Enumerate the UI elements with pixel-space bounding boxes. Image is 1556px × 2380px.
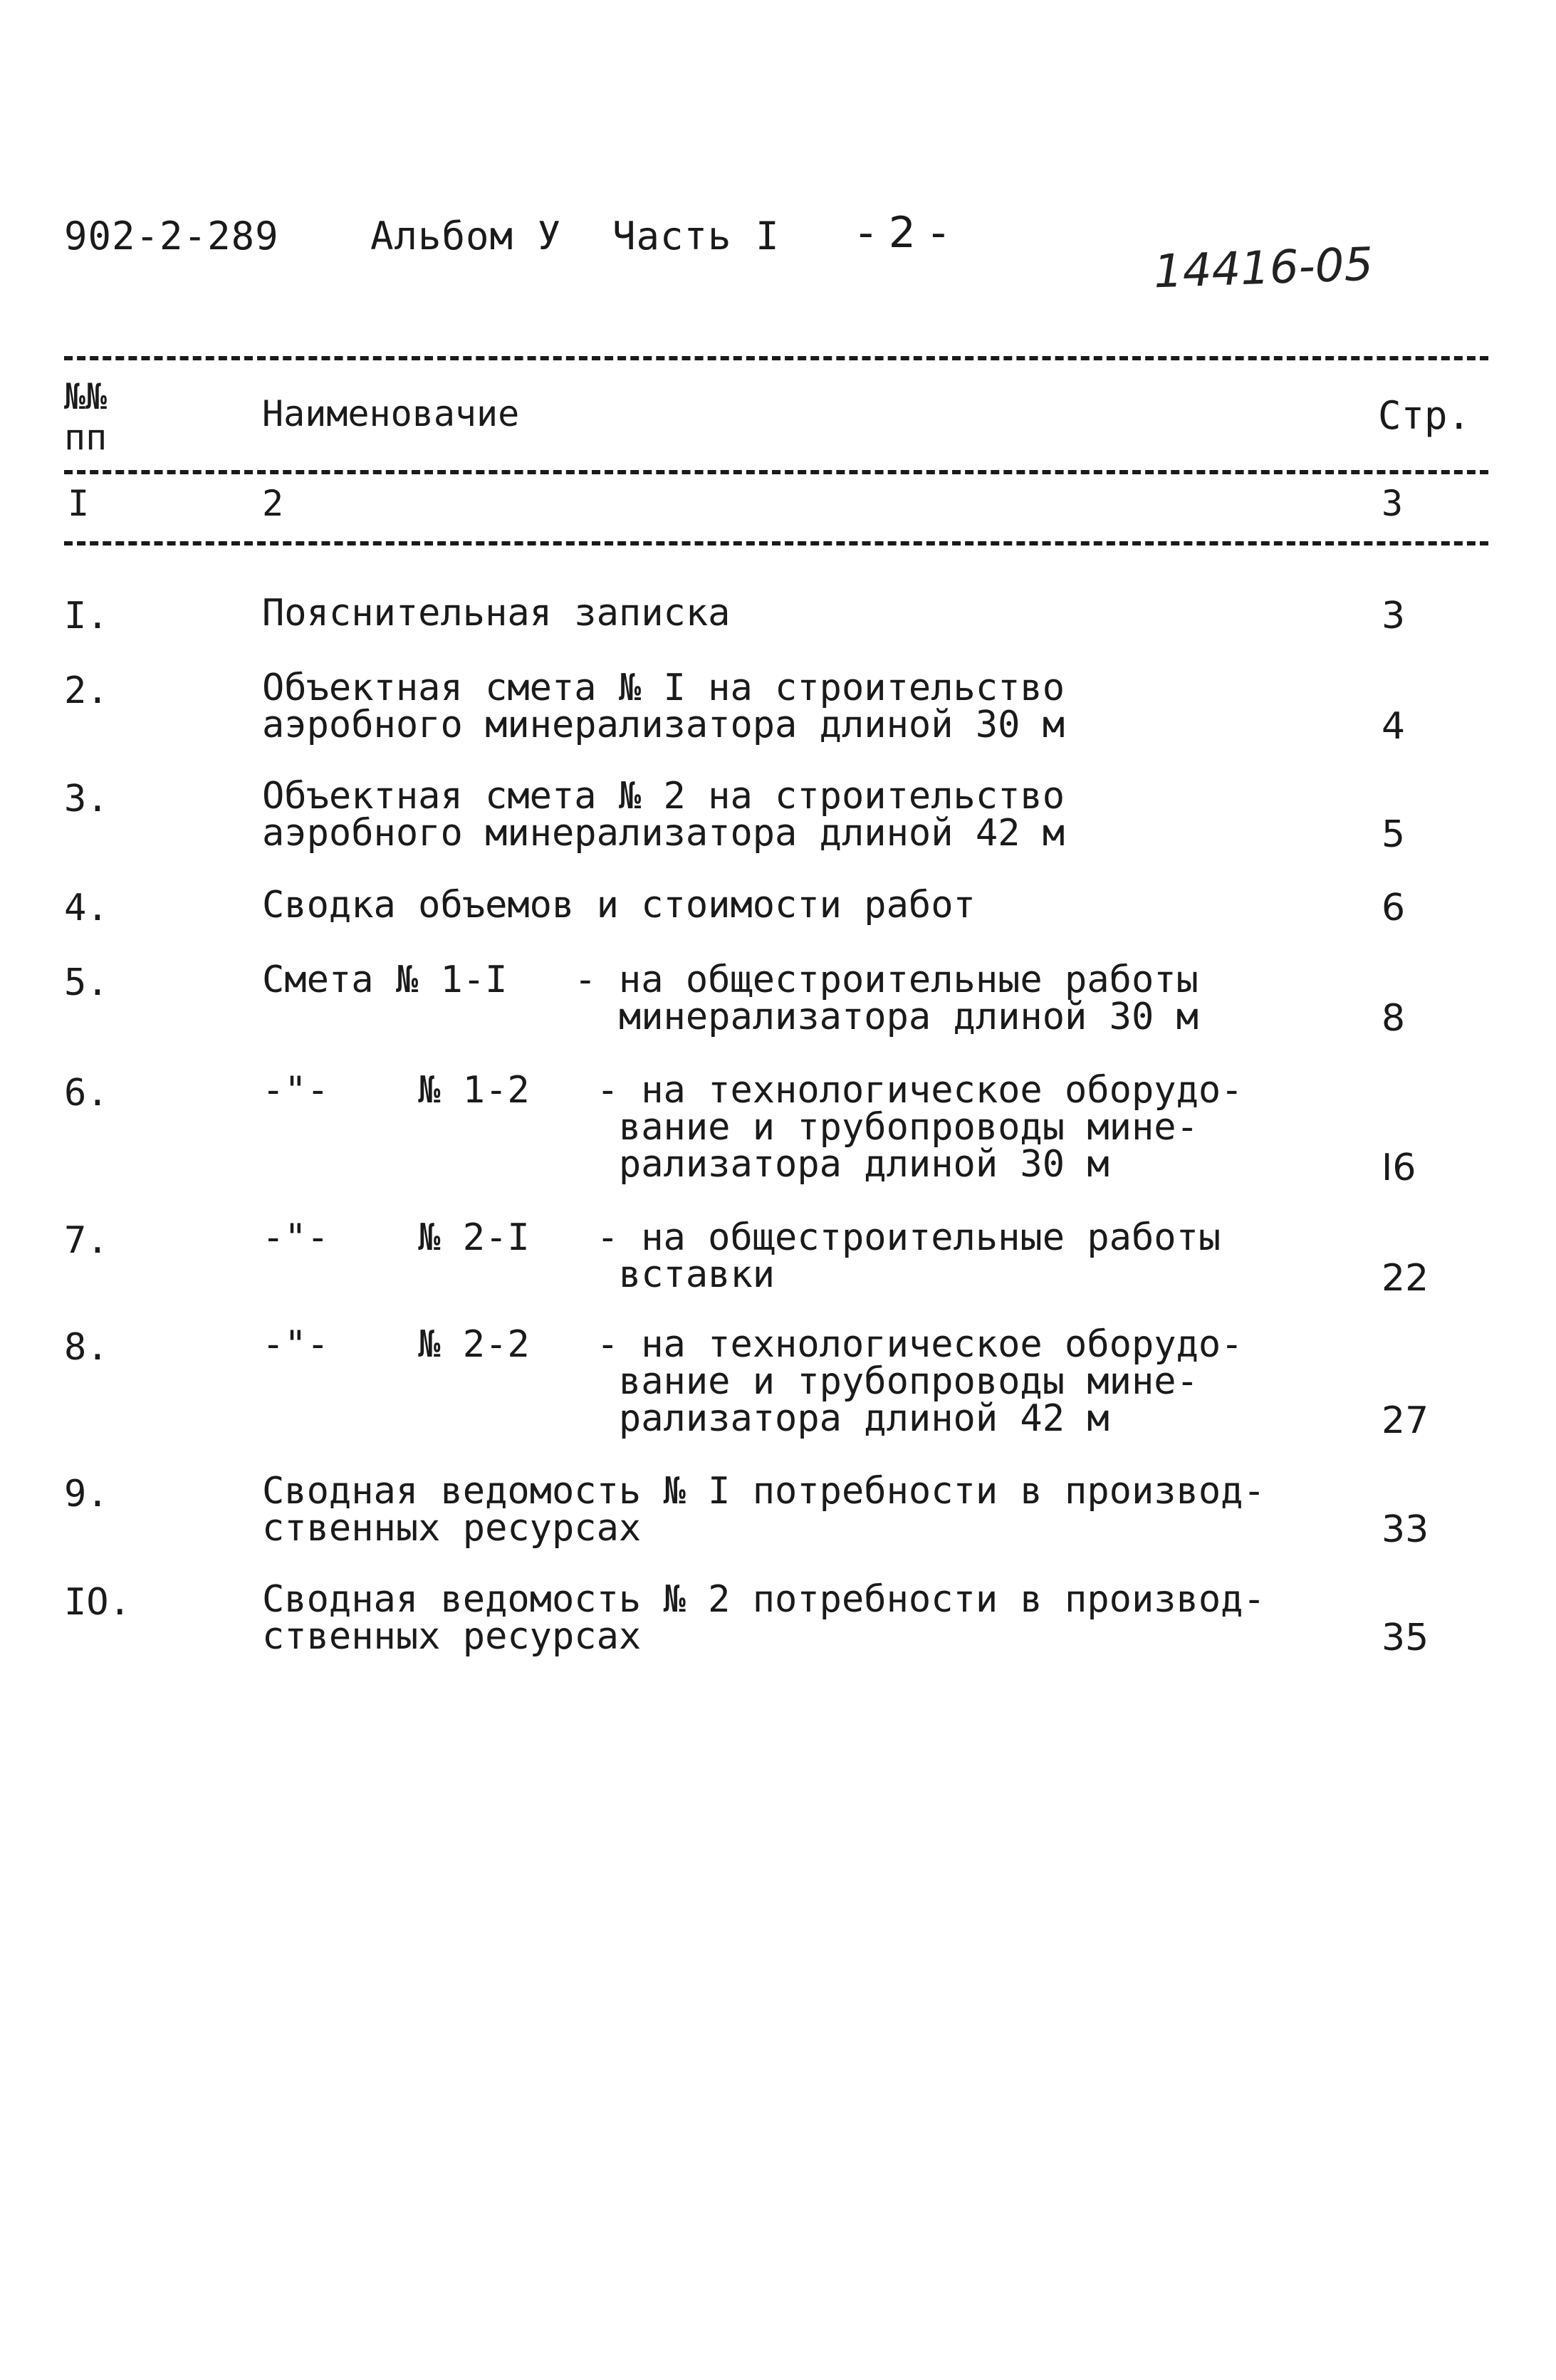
list-item-title: Объектная смета № I на строительство аэробного минерализатора длиной 30 м (262, 667, 1065, 746)
list-item-title: Пояснительная записка (262, 592, 731, 635)
list-item-page: 5 (1382, 813, 1406, 856)
index-name: 2 (262, 483, 284, 524)
list-item-page: I6 (1382, 1147, 1416, 1189)
list-item-number: IO. (64, 1581, 131, 1624)
list-item-number: 6. (64, 1072, 109, 1115)
list-item-number: 7. (64, 1219, 109, 1262)
album-label: Альбом У (370, 214, 562, 259)
divider-bottom (64, 541, 1488, 546)
handwritten-number: 14416-05 (1152, 238, 1374, 299)
list-item-page: 6 (1382, 887, 1406, 929)
list-item-page: 35 (1382, 1617, 1429, 1659)
divider-top (64, 356, 1488, 360)
list-item-title: Смета № 1-I - на общестроительные работы минерализатора длиной 30 м (262, 959, 1199, 1038)
list-item-number: 5. (64, 961, 109, 1004)
index-page: 3 (1382, 483, 1404, 524)
list-item-number: 3. (64, 778, 109, 820)
list-item-title: Сводка объемов и стоимости работ (262, 884, 976, 927)
list-item-page: 3 (1382, 595, 1406, 637)
list-item-number: I. (64, 595, 109, 637)
column-num-bottom: пп (64, 417, 108, 458)
list-item-page: 27 (1382, 1399, 1429, 1442)
page-number: - 2 - (858, 208, 947, 258)
list-item-title: Объектная смета № 2 на строительство аэробного минерализатора длиной 42 м (262, 775, 1065, 855)
list-item-number: 9. (64, 1473, 109, 1515)
list-item-number: 2. (64, 669, 109, 712)
list-item-page: 8 (1382, 997, 1406, 1040)
column-name-header: Наименовачие (262, 393, 520, 434)
list-item-title: -"- № 2-I - на общестроительные работы вставки (262, 1216, 1221, 1296)
column-num-top: №№ (64, 376, 108, 417)
list-item-title: Сводная ведомость № 2 потребности в производ- ственных ресурсах (262, 1578, 1265, 1658)
column-page-header: Стр. (1378, 393, 1471, 438)
list-item-page: 33 (1382, 1508, 1429, 1551)
index-num: I (68, 483, 90, 524)
list-item-number: 4. (64, 887, 109, 929)
list-item-number: 8. (64, 1326, 109, 1369)
divider-mid (64, 470, 1488, 474)
list-item-title: Сводная ведомость № I потребности в производ- ственных ресурсах (262, 1470, 1265, 1550)
list-item-page: 22 (1382, 1257, 1429, 1300)
part-label: Часть I (612, 214, 780, 259)
document-code: 902-2-289 (64, 214, 279, 259)
list-item-title: -"- № 1-2 - на технологическое оборудо- вание и трубопроводы мине- рализатора длиной 30 м (262, 1069, 1243, 1186)
list-item-title: -"- № 2-2 - на технологическое оборудо- вание и трубопроводы мине- рализатора длиной 42 м (262, 1323, 1243, 1440)
list-item-page: 4 (1382, 705, 1406, 748)
